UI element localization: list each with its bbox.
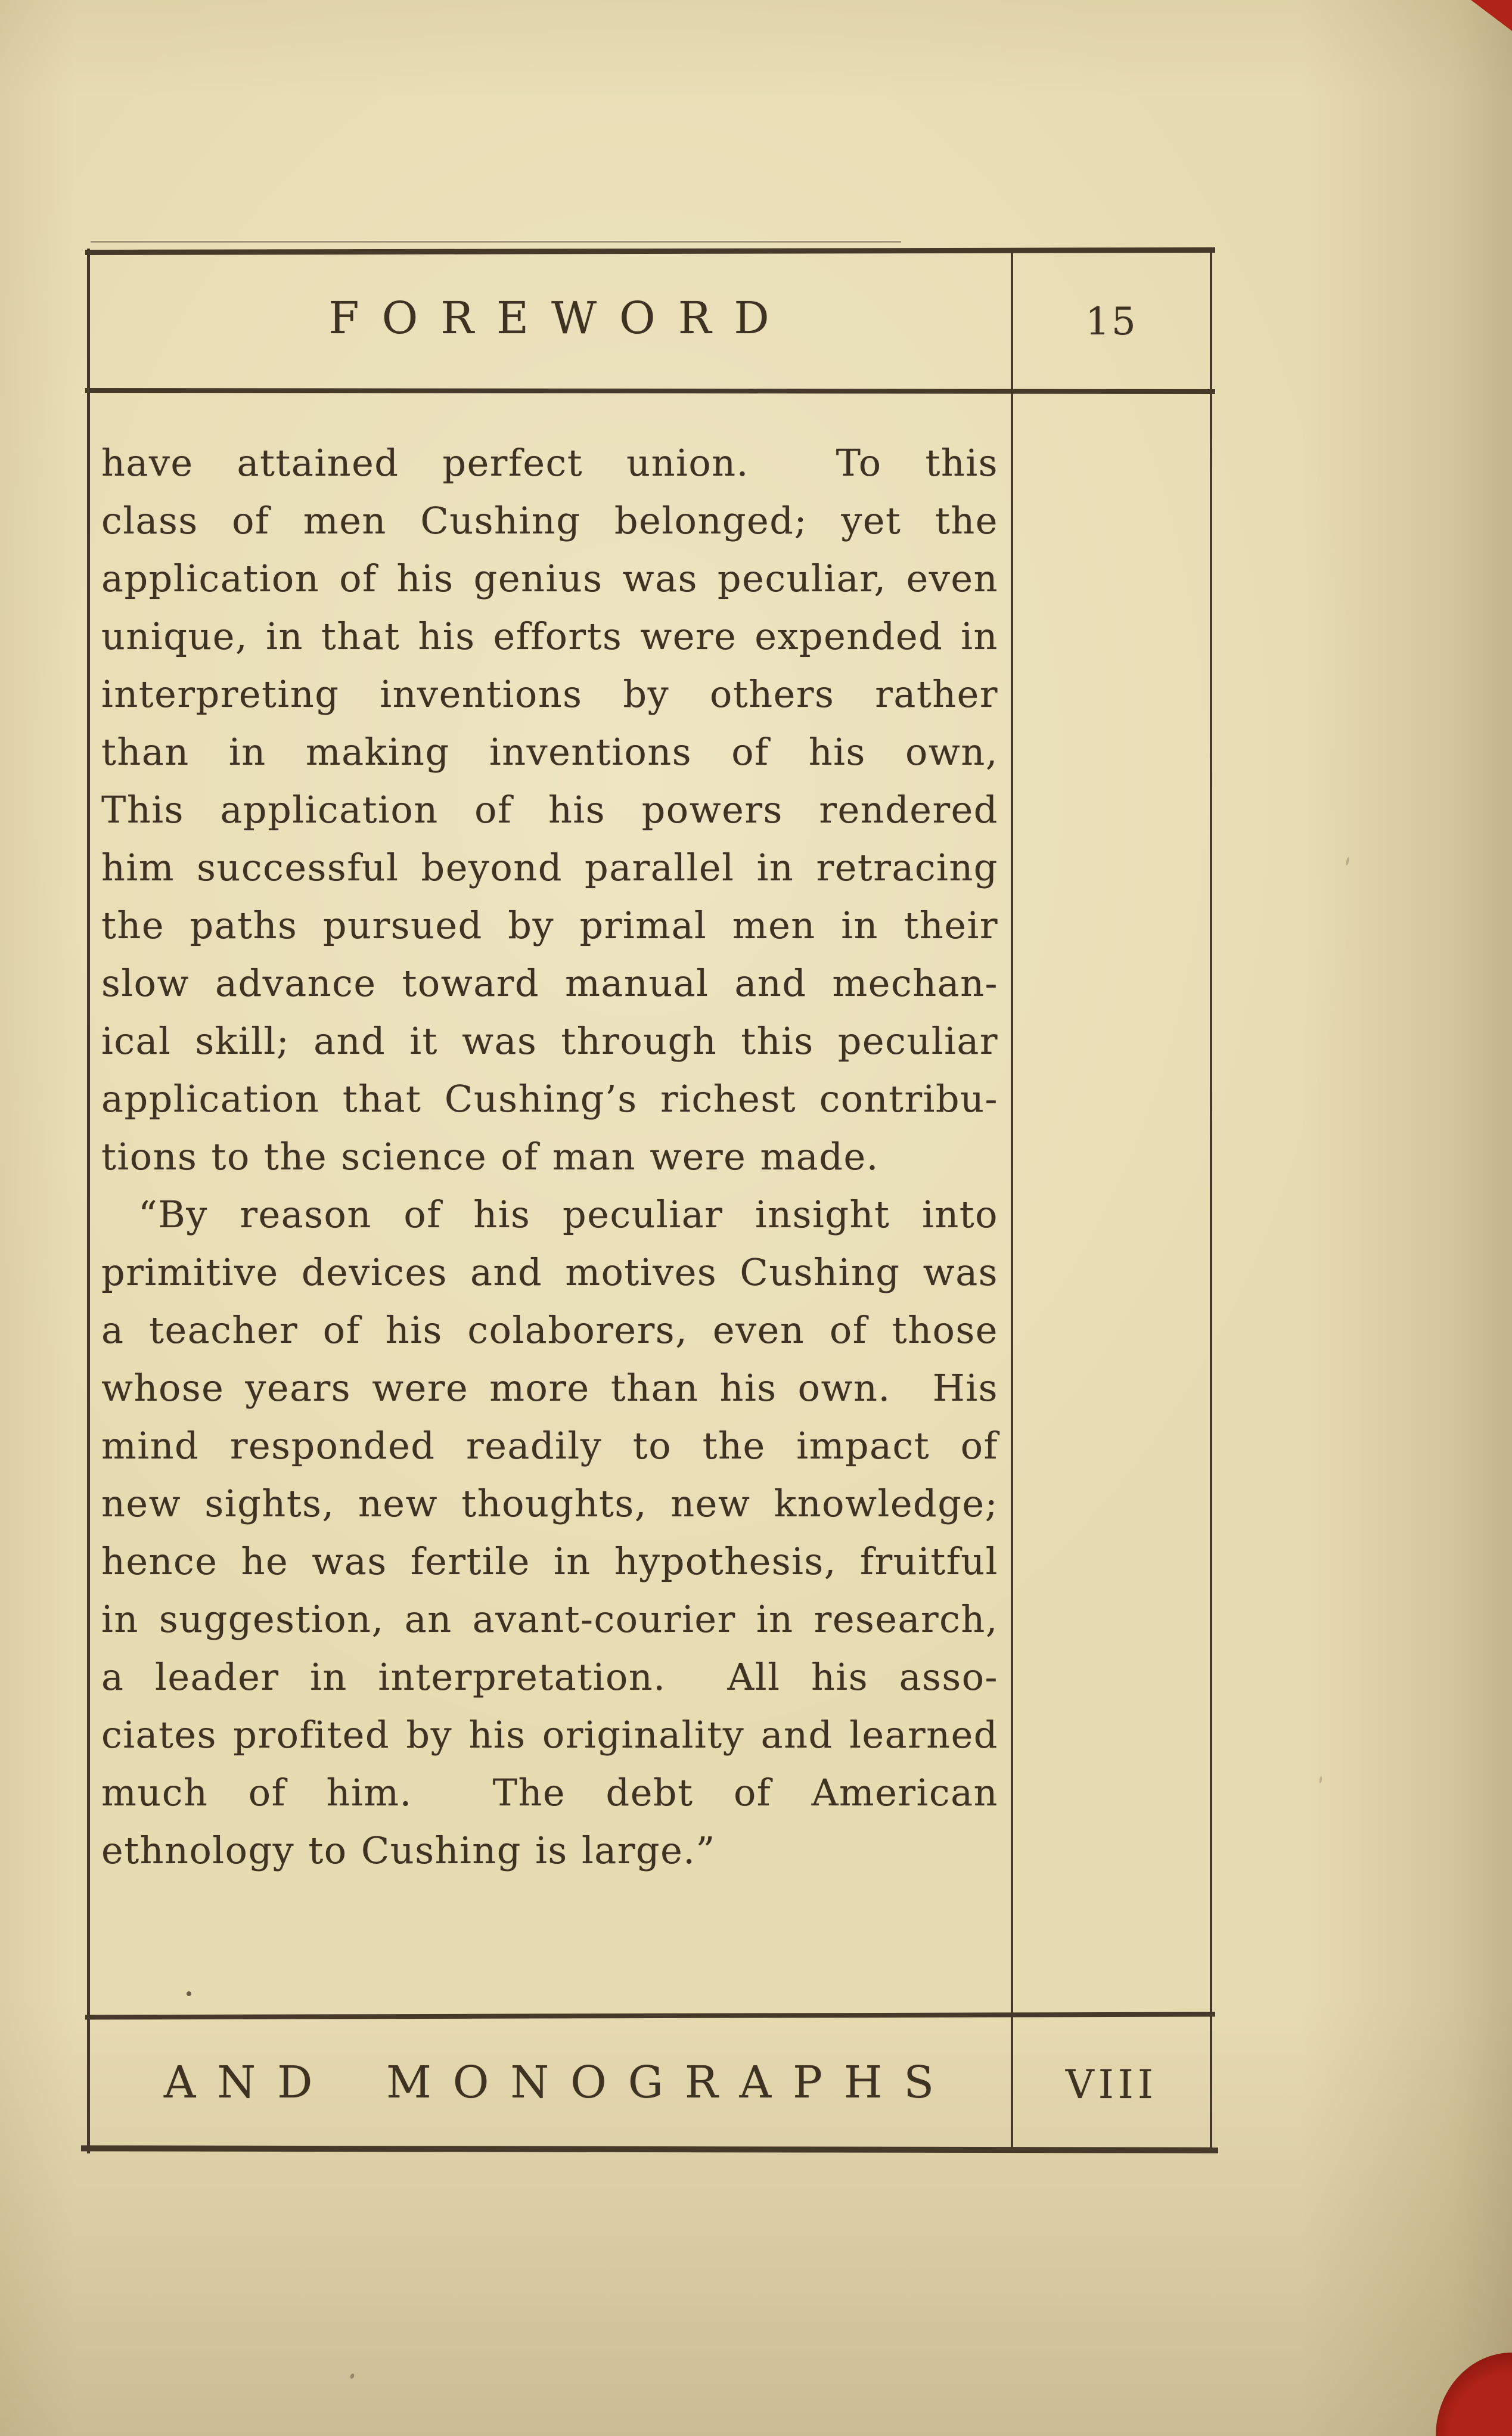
body-text	[101, 434, 998, 1879]
text-line: primitive devices and motives Cushing was	[101, 1250, 998, 1294]
frame-top-rule	[85, 247, 1215, 255]
text-line: unique, in that his efforts were expended in	[101, 615, 998, 658]
text-line: application of his genius was peculiar, even	[101, 557, 998, 600]
scan-speck	[1319, 1776, 1322, 1783]
text-line: whose years were more than his own. His	[101, 1366, 998, 1410]
text-line: application that Cushing’s richest contribu-	[101, 1077, 998, 1121]
text-line: in suggestion, an avant-courier in research,	[101, 1597, 998, 1641]
text-line: new sights, new thoughts, new knowledge;	[101, 1482, 998, 1525]
footer-volume-number: VIII	[1066, 2062, 1157, 2108]
text-line: the paths pursued by primal men in their	[101, 904, 998, 947]
text-line: hence he was fertile in hypothesis, fruitful	[101, 1540, 998, 1583]
text-line: him successful beyond parallel in retracing	[101, 846, 998, 889]
text-line: have attained perfect union. To this	[101, 441, 998, 485]
text-line: “By reason of his peculiar insight into	[138, 1193, 998, 1236]
text-line: slow advance toward manual and mechan-	[101, 961, 998, 1005]
footer-series-title: AND MONOGRAPHS	[163, 2057, 956, 2108]
text-line: tions to the science of man were made.	[101, 1135, 879, 1178]
paragraph	[101, 1186, 998, 1879]
page-number: 15	[1085, 300, 1138, 344]
frame-bottom-rule	[81, 2145, 1218, 2153]
frame-left-border	[87, 249, 90, 2153]
text-line: ethnology to Cushing is large.”	[101, 1829, 716, 1872]
text-line: than in making inventions of his own,	[101, 730, 998, 774]
text-line: much of him. The debt of American	[101, 1771, 998, 1814]
scan-speck	[349, 2373, 355, 2379]
text-line: ciates profited by his originality and learned	[101, 1713, 998, 1757]
book-cover-corner-top-right	[1462, 0, 1512, 31]
column-divider-rule	[1011, 249, 1013, 2152]
text-line: a leader in interpretation. All his asso-	[101, 1655, 998, 1699]
scan-speck	[1346, 857, 1350, 866]
scan-speck	[187, 1991, 191, 1996]
running-head-title: FOREWORD	[328, 293, 792, 344]
top-rule-echo-line	[91, 241, 901, 243]
text-line: interpreting inventions by others rather	[101, 672, 998, 716]
text-line: class of men Cushing belonged; yet the	[101, 499, 998, 542]
text-line: mind responded readily to the impact of	[101, 1424, 998, 1467]
text-line: This application of his powers rendered	[101, 788, 998, 831]
text-line: a teacher of his colaborers, even of those	[101, 1308, 998, 1352]
book-cover-corner-bottom-right	[1436, 2353, 1512, 2436]
footer-separator-rule	[85, 2012, 1215, 2020]
frame-right-border	[1210, 253, 1212, 2153]
header-separator-rule	[85, 388, 1215, 394]
paragraph	[101, 434, 998, 1186]
text-line: ical skill; and it was through this peculiar	[101, 1019, 998, 1063]
